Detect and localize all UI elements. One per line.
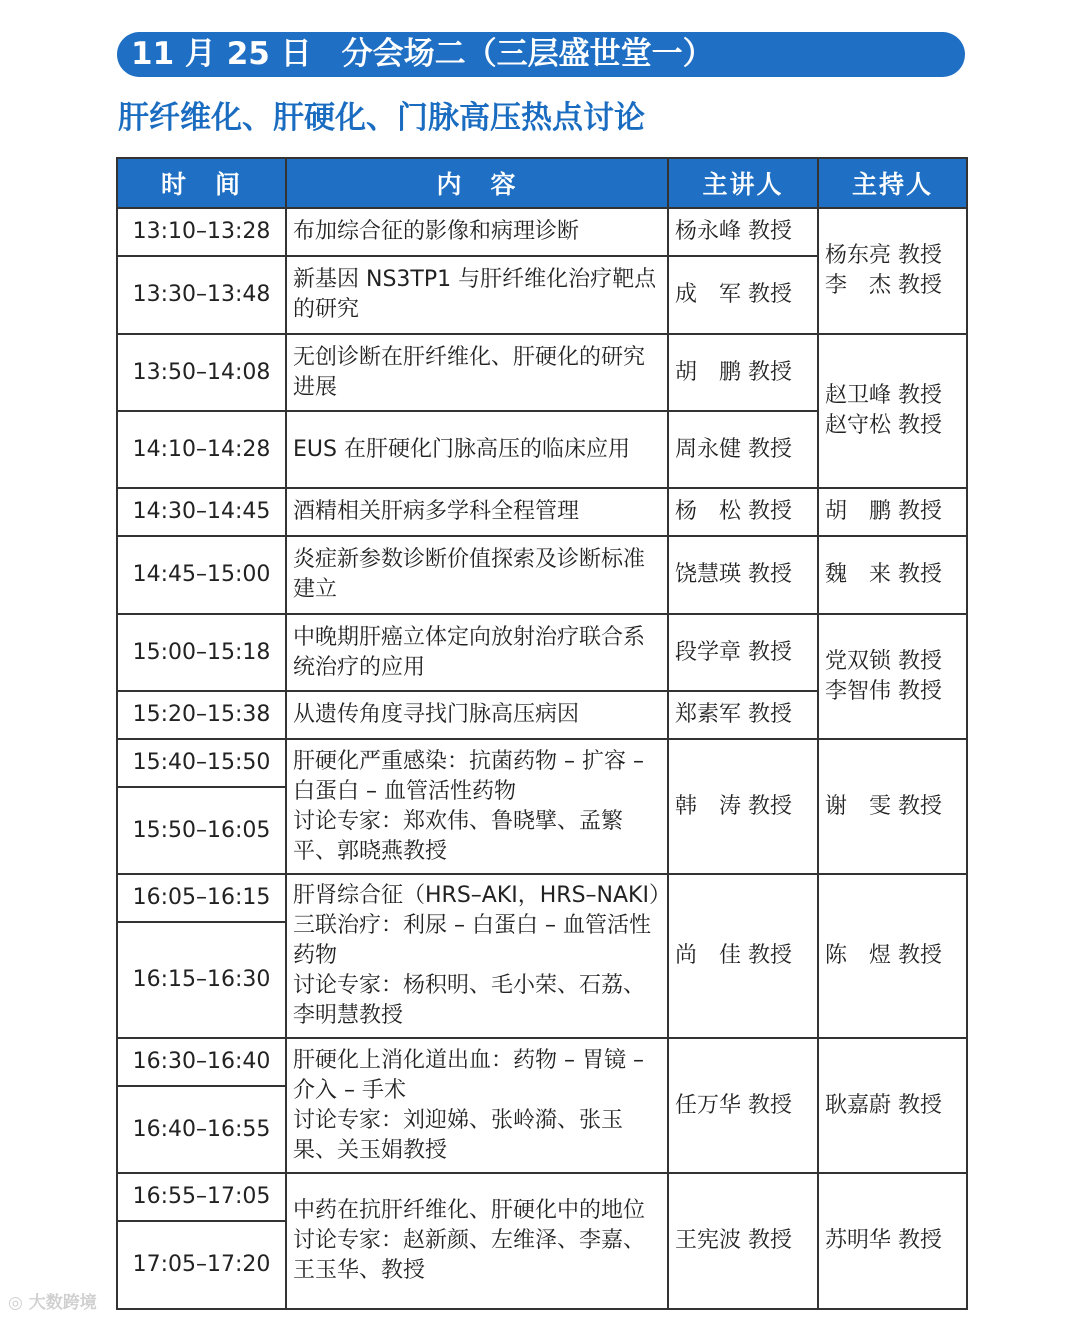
discussion-experts: 讨论专家：赵新颜、左维泽、李嘉、王玉华、教授 [293, 1228, 646, 1283]
host-name: 杨东亮 教授 [825, 243, 942, 268]
host-name: 陈 煜 教授 [825, 943, 942, 968]
discussion-experts: 讨论专家：刘迎娣、张岭漪、张玉果、关玉娟教授 [293, 1107, 624, 1163]
host-cell [818, 739, 967, 874]
content-cell: 酒精相关肝病多学科全程管理 [286, 488, 668, 536]
header-speaker: 主讲人 [668, 158, 818, 208]
host-name: 胡 鹏 教授 [825, 499, 942, 524]
table-row [117, 874, 967, 922]
watermark-text: 大数跨境 [28, 1293, 97, 1313]
header-content: 内 容 [286, 158, 668, 208]
table-row [117, 488, 967, 536]
content-cell [286, 874, 668, 1038]
table-row [117, 208, 967, 256]
host-name: 赵守松 教授 [825, 413, 942, 438]
time-cell: 16:30–16:40 [117, 1038, 286, 1086]
table-row [117, 334, 967, 411]
session-topic: 肝纤维化、肝硬化、门脉高压热点讨论 [118, 100, 645, 136]
time-cell: 15:20–15:38 [117, 691, 286, 739]
table-row [117, 536, 967, 614]
speaker-cell: 任万华 教授 [668, 1038, 818, 1173]
host-name: 谢 雯 教授 [825, 793, 942, 819]
content-cell: 无创诊断在肝纤维化、肝硬化的研究进展 [286, 334, 668, 411]
host-name: 李 杰 教授 [825, 273, 942, 298]
time-cell: 13:10–13:28 [117, 208, 286, 256]
content-cell: 中晚期肝癌立体定向放射治疗联合系统治疗的应用 [286, 614, 668, 691]
content-cell: 炎症新参数诊断价值探索及诊断标准建立 [286, 536, 668, 614]
host-name: 党双锁 教授 [825, 648, 942, 674]
speaker-cell: 杨 松 教授 [668, 488, 818, 536]
content-cell: 布加综合征的影像和病理诊断 [286, 208, 668, 256]
discussion-experts: 讨论专家：郑欢伟、鲁晓擘、孟繁平、郭晓燕教授 [293, 808, 624, 864]
host-name: 魏 来 教授 [825, 562, 942, 587]
topic-text: 肝肾综合征（HRS–AKI，HRS–NAKI）三联治疗：利尿 – 白蛋白 – 血管活性药物 [293, 883, 660, 968]
content-cell [286, 1173, 668, 1309]
host-name: 耿嘉蔚 教授 [825, 1092, 942, 1118]
speaker-cell: 成 军 教授 [668, 256, 818, 334]
header-host: 主持人 [818, 158, 967, 208]
table-row [117, 1173, 967, 1221]
time-cell: 16:05–16:15 [117, 874, 286, 922]
host-cell [818, 488, 967, 536]
discussion-experts: 讨论专家：杨积明、毛小荣、石荔、李明慧教授 [293, 973, 646, 1028]
content-cell: EUS 在肝硬化门脉高压的临床应用 [286, 411, 668, 488]
content-cell [286, 739, 668, 874]
time-cell: 15:40–15:50 [117, 739, 286, 787]
content-cell: 新基因 NS3TP1 与肝纤维化治疗靶点的研究 [286, 256, 668, 334]
time-cell: 14:45–15:00 [117, 536, 286, 614]
host-name: 李智伟 教授 [825, 678, 942, 704]
time-cell: 13:50–14:08 [117, 334, 286, 411]
topic-text: 肝硬化上消化道出血：药物 – 胃镜 – 介入 – 手术 [293, 1047, 644, 1103]
speaker-cell: 韩 涛 教授 [668, 739, 818, 874]
speaker-cell: 周永健 教授 [668, 411, 818, 488]
table-row [117, 739, 967, 787]
speaker-cell: 杨永峰 教授 [668, 208, 818, 256]
header-time: 时 间 [117, 158, 286, 208]
table-row [117, 614, 967, 691]
host-cell [818, 1173, 967, 1309]
host-cell [818, 1038, 967, 1173]
content-cell [286, 1038, 668, 1173]
speaker-cell: 饶慧瑛 教授 [668, 536, 818, 614]
table-header-row [117, 158, 967, 208]
time-cell: 15:00–15:18 [117, 614, 286, 691]
time-cell: 16:15–16:30 [117, 922, 286, 1038]
content-cell: 从遗传角度寻找门脉高压病因 [286, 691, 668, 739]
topic-text: 中药在抗肝纤维化、肝硬化中的地位 [293, 1198, 646, 1223]
session-venue: 分会场二（三层盛世堂一） [341, 36, 714, 72]
time-cell: 14:10–14:28 [117, 411, 286, 488]
table-row [117, 1038, 967, 1086]
watermark-logo [8, 1288, 97, 1313]
time-cell: 13:30–13:48 [117, 256, 286, 334]
host-name: 赵卫峰 教授 [825, 383, 942, 408]
host-cell [818, 614, 967, 739]
time-cell: 17:05–17:20 [117, 1221, 286, 1309]
time-cell: 14:30–14:45 [117, 488, 286, 536]
host-cell [818, 536, 967, 614]
time-cell: 15:50–16:05 [117, 787, 286, 874]
watermark-icon: ◎ [8, 1293, 23, 1313]
host-name: 苏明华 教授 [825, 1228, 942, 1253]
speaker-cell: 王宪波 教授 [668, 1173, 818, 1309]
speaker-cell: 郑素军 教授 [668, 691, 818, 739]
time-cell: 16:40–16:55 [117, 1086, 286, 1173]
host-cell [818, 334, 967, 488]
session-date: 11 月 25 日 [131, 36, 312, 72]
topic-text: 肝硬化严重感染：抗菌药物 – 扩容 – 白蛋白 – 血管活性药物 [293, 748, 644, 804]
host-cell [818, 208, 967, 334]
speaker-cell: 段学章 教授 [668, 614, 818, 691]
schedule-table [116, 157, 968, 1310]
session-banner [117, 32, 965, 77]
speaker-cell: 胡 鹏 教授 [668, 334, 818, 411]
time-cell: 16:55–17:05 [117, 1173, 286, 1221]
host-cell [818, 874, 967, 1038]
speaker-cell: 尚 佳 教授 [668, 874, 818, 1038]
